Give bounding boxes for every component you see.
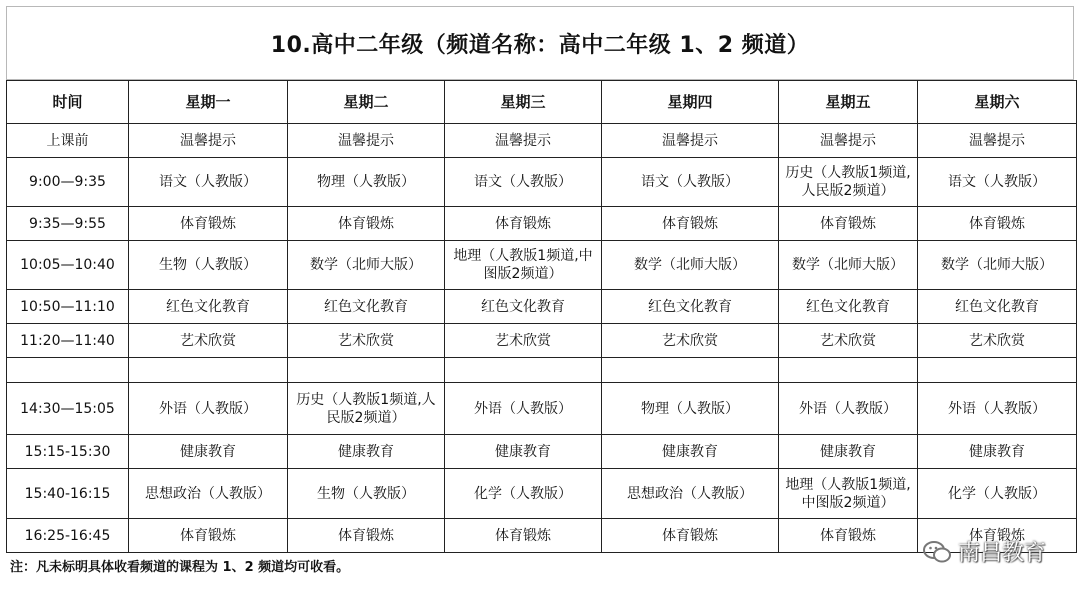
header-friday: 星期五 bbox=[779, 81, 918, 124]
table-row bbox=[7, 290, 1077, 324]
class-cell: 语文（人教版） bbox=[918, 158, 1077, 207]
class-cell: 数学（北师大版） bbox=[602, 241, 779, 290]
class-cell: 健康教育 bbox=[602, 435, 779, 469]
class-cell: 健康教育 bbox=[445, 435, 602, 469]
class-cell bbox=[445, 358, 602, 383]
class-cell: 数学（北师大版） bbox=[918, 241, 1077, 290]
class-cell: 艺术欣赏 bbox=[288, 324, 445, 358]
class-cell: 体育锻炼 bbox=[779, 207, 918, 241]
footnote: 注：凡未标明具体收看频道的课程为 1、2 频道均可收看。 bbox=[10, 560, 350, 575]
header-time: 时间 bbox=[7, 81, 129, 124]
header-thursday: 星期四 bbox=[602, 81, 779, 124]
time-cell: 9:00—9:35 bbox=[7, 158, 129, 207]
watermark-text: 南昌教育 bbox=[957, 541, 1046, 566]
class-cell: 温馨提示 bbox=[779, 124, 918, 158]
class-cell: 红色文化教育 bbox=[779, 290, 918, 324]
class-cell: 体育锻炼 bbox=[779, 519, 918, 553]
class-cell: 健康教育 bbox=[129, 435, 288, 469]
class-cell: 红色文化教育 bbox=[129, 290, 288, 324]
page-title: 10.高中二年级（频道名称：高中二年级 1、2 频道） bbox=[270, 32, 810, 58]
class-cell: 红色文化教育 bbox=[918, 290, 1077, 324]
class-cell: 外语（人教版） bbox=[779, 383, 918, 435]
class-cell: 温馨提示 bbox=[288, 124, 445, 158]
class-cell: 语文（人教版） bbox=[129, 158, 288, 207]
table-row bbox=[7, 324, 1077, 358]
class-cell bbox=[918, 358, 1077, 383]
class-cell: 红色文化教育 bbox=[445, 290, 602, 324]
class-cell: 温馨提示 bbox=[445, 124, 602, 158]
class-cell: 艺术欣赏 bbox=[779, 324, 918, 358]
class-cell: 体育锻炼 bbox=[918, 207, 1077, 241]
header-wednesday: 星期三 bbox=[445, 81, 602, 124]
class-cell bbox=[779, 358, 918, 383]
table-row bbox=[7, 383, 1077, 435]
class-cell: 健康教育 bbox=[918, 435, 1077, 469]
class-cell: 体育锻炼 bbox=[288, 207, 445, 241]
title-box bbox=[6, 6, 1074, 80]
class-cell: 健康教育 bbox=[779, 435, 918, 469]
class-cell: 物理（人教版） bbox=[602, 383, 779, 435]
header-row bbox=[7, 81, 1077, 124]
wechat-icon bbox=[922, 539, 952, 565]
time-cell: 16:25-16:45 bbox=[7, 519, 129, 553]
table-row bbox=[7, 469, 1077, 519]
class-cell: 艺术欣赏 bbox=[602, 324, 779, 358]
time-cell: 9:35—9:55 bbox=[7, 207, 129, 241]
table-row bbox=[7, 358, 1077, 383]
class-cell: 体育锻炼 bbox=[445, 519, 602, 553]
class-cell: 体育锻炼 bbox=[129, 207, 288, 241]
class-cell: 地理（人教版1频道,中图版2频道） bbox=[779, 469, 918, 519]
table-row bbox=[7, 158, 1077, 207]
class-cell: 化学（人教版） bbox=[918, 469, 1077, 519]
time-cell: 15:40-16:15 bbox=[7, 469, 129, 519]
class-cell: 体育锻炼 bbox=[129, 519, 288, 553]
class-cell: 体育锻炼 bbox=[445, 207, 602, 241]
class-cell: 生物（人教版） bbox=[129, 241, 288, 290]
header-saturday: 星期六 bbox=[918, 81, 1077, 124]
class-cell: 健康教育 bbox=[288, 435, 445, 469]
class-cell: 历史（人教版1频道,人民版2频道） bbox=[288, 383, 445, 435]
table-row bbox=[7, 435, 1077, 469]
schedule-body bbox=[7, 124, 1077, 553]
class-cell: 红色文化教育 bbox=[602, 290, 779, 324]
class-cell bbox=[602, 358, 779, 383]
class-cell: 外语（人教版） bbox=[129, 383, 288, 435]
class-cell bbox=[129, 358, 288, 383]
time-cell: 10:05—10:40 bbox=[7, 241, 129, 290]
class-cell: 语文（人教版） bbox=[445, 158, 602, 207]
time-cell: 上课前 bbox=[7, 124, 129, 158]
class-cell: 化学（人教版） bbox=[445, 469, 602, 519]
time-cell: 15:15-15:30 bbox=[7, 435, 129, 469]
class-cell bbox=[288, 358, 445, 383]
class-cell: 数学（北师大版） bbox=[288, 241, 445, 290]
class-cell: 温馨提示 bbox=[129, 124, 288, 158]
time-cell bbox=[7, 358, 129, 383]
class-cell: 艺术欣赏 bbox=[445, 324, 602, 358]
class-cell: 体育锻炼 bbox=[918, 519, 1077, 553]
table-row bbox=[7, 207, 1077, 241]
class-cell: 思想政治（人教版） bbox=[602, 469, 779, 519]
class-cell: 历史（人教版1频道,人民版2频道） bbox=[779, 158, 918, 207]
class-cell: 体育锻炼 bbox=[602, 207, 779, 241]
class-cell: 外语（人教版） bbox=[445, 383, 602, 435]
class-cell: 艺术欣赏 bbox=[129, 324, 288, 358]
class-cell: 思想政治（人教版） bbox=[129, 469, 288, 519]
time-cell: 14:30—15:05 bbox=[7, 383, 129, 435]
class-cell: 体育锻炼 bbox=[602, 519, 779, 553]
class-cell: 物理（人教版） bbox=[288, 158, 445, 207]
table-row bbox=[7, 241, 1077, 290]
class-cell: 红色文化教育 bbox=[288, 290, 445, 324]
table-row bbox=[7, 519, 1077, 553]
class-cell: 温馨提示 bbox=[602, 124, 779, 158]
time-cell: 10:50—11:10 bbox=[7, 290, 129, 324]
header-monday: 星期一 bbox=[129, 81, 288, 124]
class-cell: 地理（人教版1频道,中图版2频道） bbox=[445, 241, 602, 290]
schedule-table bbox=[6, 80, 1077, 553]
class-cell: 外语（人教版） bbox=[918, 383, 1077, 435]
header-tuesday: 星期二 bbox=[288, 81, 445, 124]
class-cell: 艺术欣赏 bbox=[918, 324, 1077, 358]
class-cell: 温馨提示 bbox=[918, 124, 1077, 158]
class-cell: 体育锻炼 bbox=[288, 519, 445, 553]
watermark bbox=[922, 536, 1046, 567]
time-cell: 11:20—11:40 bbox=[7, 324, 129, 358]
class-cell: 语文（人教版） bbox=[602, 158, 779, 207]
class-cell: 数学（北师大版） bbox=[779, 241, 918, 290]
table-row bbox=[7, 124, 1077, 158]
class-cell: 生物（人教版） bbox=[288, 469, 445, 519]
